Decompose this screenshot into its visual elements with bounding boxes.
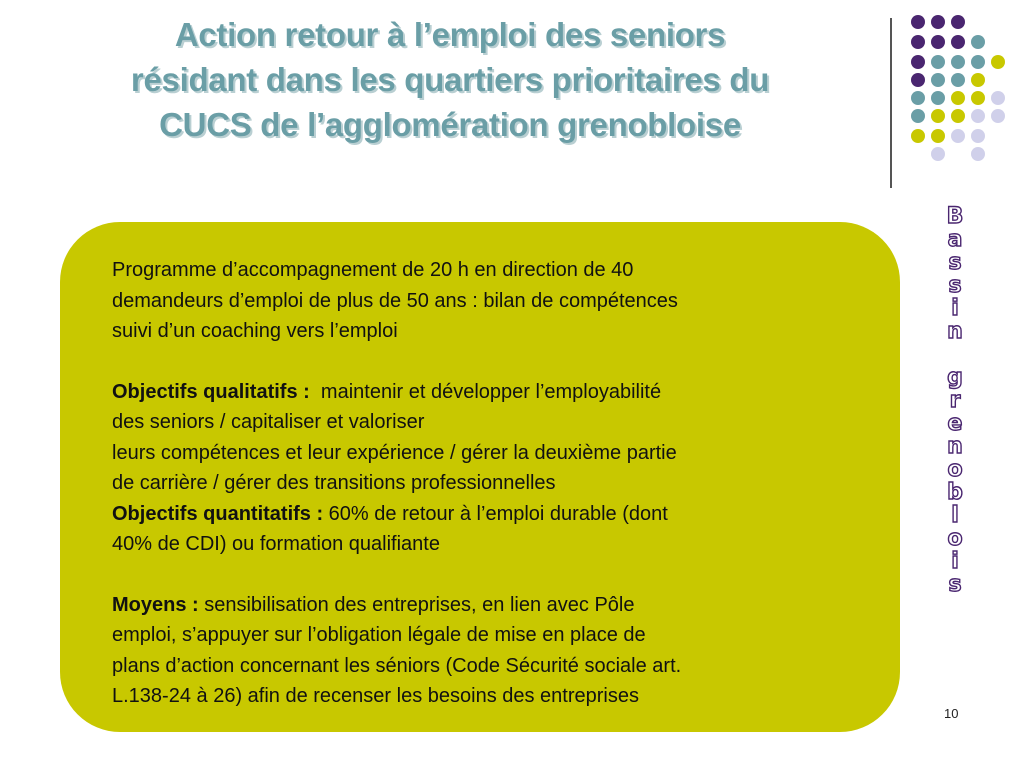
decorative-dot <box>931 35 945 49</box>
decorative-dot <box>931 91 945 105</box>
decorative-dot <box>911 129 925 143</box>
decorative-dot <box>931 55 945 69</box>
decorative-dot <box>911 55 925 69</box>
vertical-divider <box>890 18 892 188</box>
side-label-letter: o <box>947 457 963 482</box>
qualitatifs-line: des seniors / capitaliser et valoriser <box>112 411 425 433</box>
moyens-line <box>112 590 852 621</box>
side-label-letter: e <box>947 411 963 436</box>
side-label-letter <box>930 343 980 366</box>
decorative-dot <box>971 147 985 161</box>
decorative-dot <box>951 15 965 29</box>
decorative-dot <box>951 129 965 143</box>
decorative-dot <box>971 55 985 69</box>
title-line: CUCS de l’agglomération grenobloise <box>159 106 741 143</box>
side-label-letter: s <box>948 273 962 298</box>
qualitatifs-line: de carrière / gérer des transitions professionnelles <box>112 472 556 494</box>
decorative-dot <box>911 73 925 87</box>
qualitatifs-text: maintenir et développer l’employabilité <box>309 380 662 403</box>
decorative-dot <box>951 109 965 123</box>
side-label-letter: g <box>947 365 963 390</box>
moyens-line: L.138-24 à 26) afin de recenser les besoins des entreprises <box>112 685 639 707</box>
side-label-letter: a <box>947 227 963 252</box>
side-label-letter: r <box>949 388 961 413</box>
decorative-dot <box>971 129 985 143</box>
decorative-dot <box>931 129 945 143</box>
decorative-dot <box>951 73 965 87</box>
decorative-dot <box>911 35 925 49</box>
side-vertical-label <box>930 205 980 596</box>
moyens-line: emploi, s’appuyer sur l’obligation légale de mise en place de <box>112 624 646 646</box>
quantitatifs-line <box>112 499 852 530</box>
decorative-dot <box>931 15 945 29</box>
title-line: résidant dans les quartiers prioritaires du <box>130 61 770 98</box>
decorative-dot <box>911 109 925 123</box>
page-number: 10 <box>944 706 959 721</box>
intro-line: Programme d’accompagnement de 20 h en direction de 40 <box>112 259 634 281</box>
decorative-dot-grid <box>0 0 1024 200</box>
quantitatifs-label: Objectifs quantitatifs : <box>112 502 324 525</box>
title-line: Action retour à l’emploi des seniors <box>174 16 726 53</box>
decorative-dot <box>931 147 945 161</box>
decorative-dot <box>931 109 945 123</box>
side-label-letter: o <box>947 526 963 551</box>
moyens-line: plans d’action concernant les séniors (Code Sécurité sociale art. <box>112 654 682 677</box>
decorative-dot <box>991 55 1005 69</box>
side-label-letter: s <box>948 572 962 597</box>
moyens-text: sensibilisation des entreprises, en lien avec Pôle <box>198 593 635 616</box>
side-label-letter: B <box>946 204 964 229</box>
decorative-dot <box>931 73 945 87</box>
side-label-letter: n <box>947 434 963 459</box>
intro-line: suivi d’un coaching vers l’emploi <box>112 320 398 342</box>
side-label-letter: i <box>951 549 959 574</box>
qualitatifs-line: leurs compétences et leur expérience / gérer la deuxième partie <box>112 441 677 464</box>
side-label-letter: s <box>948 250 962 275</box>
decorative-dot <box>971 109 985 123</box>
decorative-dot <box>911 15 925 29</box>
decorative-dot <box>971 91 985 105</box>
side-label-letter: n <box>947 319 963 344</box>
quantitatifs-text: 60% de retour à l’emploi durable (dont <box>323 502 668 525</box>
decorative-dot <box>951 91 965 105</box>
decorative-dot <box>951 55 965 69</box>
intro-line: demandeurs d’emploi de plus de 50 ans : bilan de compétences <box>112 289 678 312</box>
decorative-dot <box>971 35 985 49</box>
decorative-dot <box>991 109 1005 123</box>
slide-body <box>112 255 852 712</box>
decorative-dot <box>951 35 965 49</box>
side-label-letter: b <box>947 480 963 505</box>
qualitatifs-line <box>112 377 852 408</box>
qualitatifs-label: Objectifs qualitatifs : <box>112 380 310 403</box>
side-label-letter: i <box>951 296 959 321</box>
side-label-letter: l <box>951 503 959 528</box>
decorative-dot <box>991 91 1005 105</box>
moyens-label: Moyens : <box>112 593 199 616</box>
decorative-dot <box>971 73 985 87</box>
decorative-dot <box>911 91 925 105</box>
quantitatifs-line: 40% de CDI) ou formation qualifiante <box>112 533 440 555</box>
